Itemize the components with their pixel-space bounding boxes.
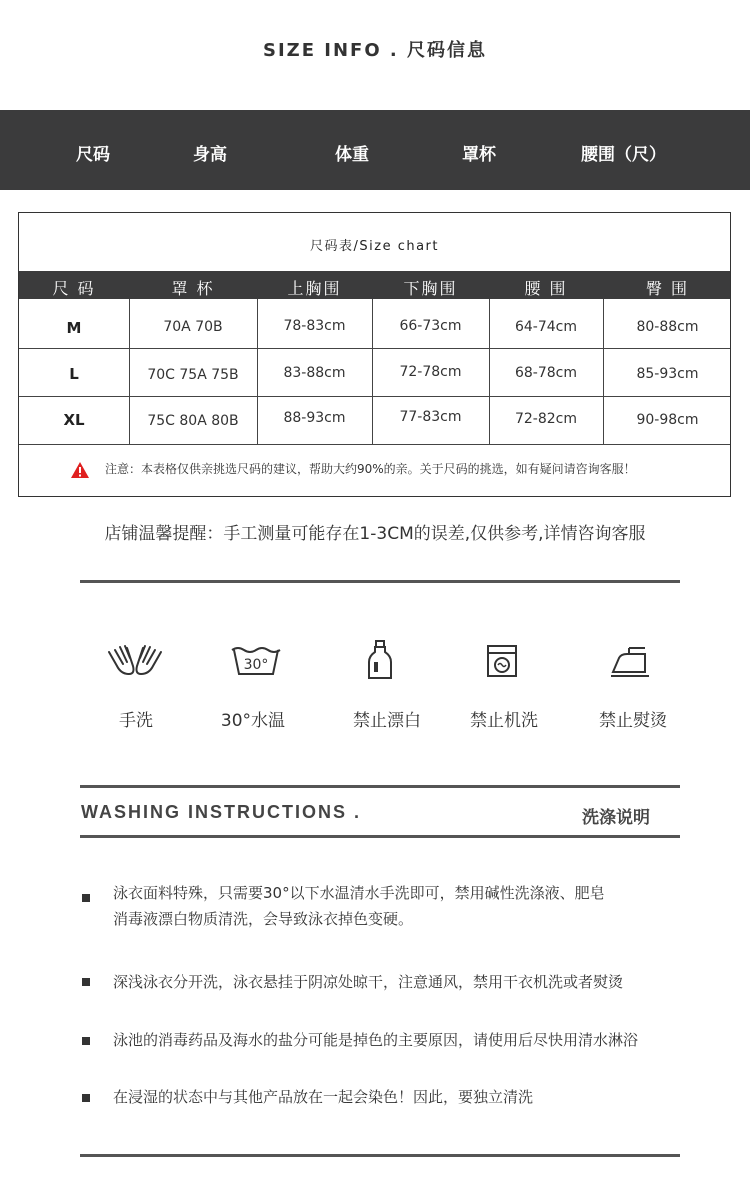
header-size: 尺码 (76, 145, 110, 165)
cell-size-l: L (69, 365, 79, 383)
row-divider (19, 396, 730, 397)
washing-title-cn: 洗涤说明 (582, 808, 650, 828)
washing-title: WASHING INSTRUCTIONS . (81, 802, 362, 822)
warning-icon (70, 461, 90, 479)
instruction-line: 消毒液漂白物质清洗，会导致泳衣掉色变硬。 (113, 910, 414, 928)
divider (80, 785, 680, 788)
instruction-item (113, 880, 605, 932)
cell-hip: 85-93cm (636, 366, 699, 382)
wash-30-icon (229, 638, 283, 682)
cell-hip: 90-98cm (636, 412, 699, 428)
cell-upper-bust: 78-83cm (283, 318, 346, 334)
wash-temp-label: 30° (243, 657, 269, 673)
header-waist: 腰围（尺） (581, 145, 666, 165)
shop-reminder: 店铺温馨提醒：手工测量可能存在1-3CM的误差,仅供参考,详情咨询客服 (104, 524, 646, 544)
instruction-item: 泳池的消毒药品及海水的盐分可能是掉色的主要原因，请使用后尽快用清水淋浴 (113, 1031, 639, 1049)
cell-cup: 75C 80A 80B (147, 413, 239, 429)
col-waist: 腰 围 (524, 279, 568, 298)
bullet-icon (82, 894, 90, 902)
size-header-bar (0, 110, 750, 190)
cell-under-bust: 77-83cm (399, 409, 462, 425)
cell-cup: 70A 70B (163, 319, 223, 335)
cell-under-bust: 66-73cm (399, 318, 462, 334)
divider (80, 1154, 680, 1157)
cell-upper-bust: 83-88cm (283, 365, 346, 381)
care-label-no-iron: 禁止熨烫 (599, 711, 667, 731)
header-height: 身高 (193, 145, 227, 165)
instruction-item: 深浅泳衣分开洗，泳衣悬挂于阴凉处晾干，注意通风，禁用干衣机洗或者熨烫 (113, 973, 624, 991)
care-label-no-bleach: 禁止漂白 (353, 711, 421, 731)
header-cup: 罩杯 (462, 145, 496, 165)
size-chart (18, 212, 731, 497)
divider (80, 580, 680, 583)
temp-30-care (228, 638, 284, 682)
cell-waist: 64-74cm (514, 319, 577, 335)
cell-size-xl: XL (63, 411, 85, 429)
hand-wash-care (104, 638, 166, 682)
col-size: 尺 码 (52, 279, 96, 298)
cell-cup: 70C 75A 75B (147, 367, 239, 383)
bullet-icon (82, 1094, 90, 1102)
bleach-bottle-icon (366, 638, 394, 682)
cell-waist: 72-82cm (514, 411, 577, 427)
bullet-icon (82, 978, 90, 986)
care-label-30: 30°水温 (220, 711, 286, 731)
chart-header-row (19, 271, 730, 299)
hand-wash-icon (105, 638, 165, 682)
chart-title: 尺码表/Size chart (310, 239, 439, 254)
col-upper-bust: 上胸围 (287, 279, 342, 298)
instruction-line: 泳衣面料特殊，只需要30°以下水温清水手洗即可，禁用碱性洗涤液、肥皂 (113, 884, 605, 902)
col-hip: 臀 围 (645, 279, 690, 298)
col-under-bust: 下胸围 (403, 279, 458, 298)
cell-waist: 68-78cm (514, 365, 577, 381)
row-divider (19, 348, 730, 349)
cell-hip: 80-88cm (636, 319, 699, 335)
cell-upper-bust: 88-93cm (283, 410, 346, 426)
bullet-icon (82, 1037, 90, 1045)
header-weight: 体重 (335, 145, 369, 165)
iron-icon (609, 638, 651, 682)
col-cup: 罩 杯 (171, 279, 215, 298)
row-divider (19, 444, 730, 445)
care-label-no-machine: 禁止机洗 (470, 711, 538, 731)
washing-machine-icon (485, 638, 519, 682)
no-bleach-care (365, 638, 395, 682)
page-title: SIZE INFO . 尺码信息 (262, 40, 487, 61)
care-label-hand-wash: 手洗 (119, 711, 153, 731)
divider (80, 835, 680, 838)
instruction-item: 在浸湿的状态中与其他产品放在一起会染色！因此，要独立清洗 (113, 1088, 534, 1106)
no-iron-care (609, 638, 651, 682)
cell-under-bust: 72-78cm (399, 364, 462, 380)
chart-note: 注意：本表格仅供亲挑选尺码的建议，帮助大约90%的亲。关于尺码的挑选，如有疑问请咨询客服！ (105, 462, 636, 476)
cell-size-m: M (66, 319, 82, 337)
no-machine-wash-care (484, 638, 520, 682)
